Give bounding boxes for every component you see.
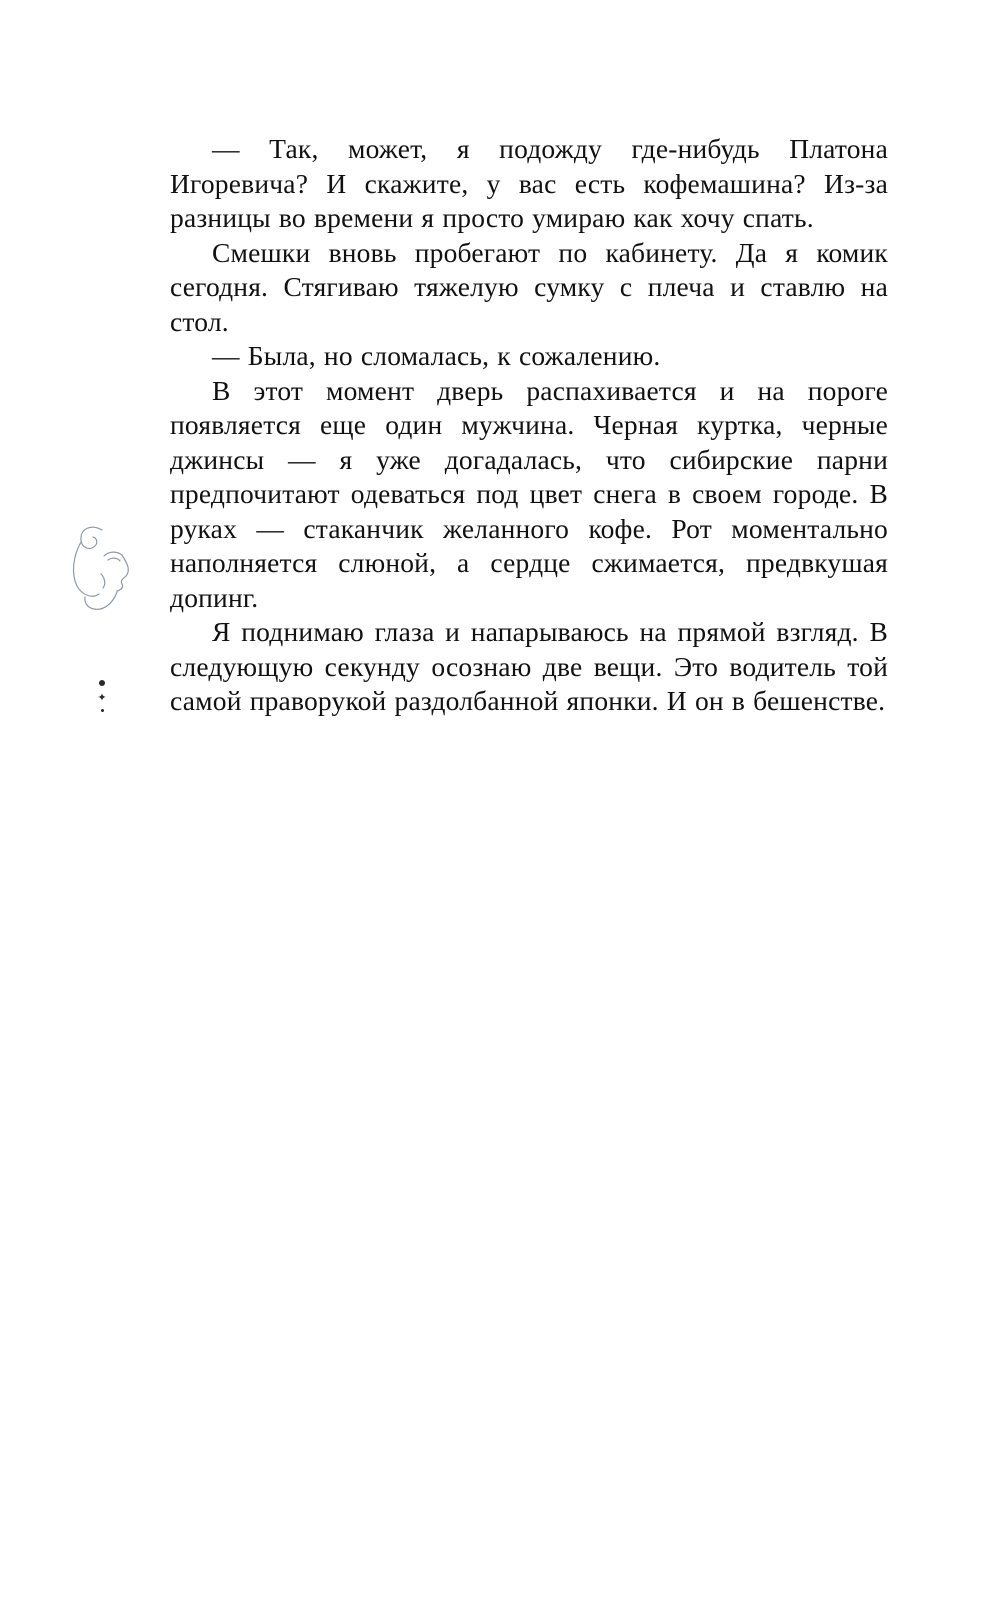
text-block	[170, 132, 888, 719]
dot-large-icon	[99, 680, 105, 686]
dots-ornament	[92, 680, 112, 740]
paragraph-narration-2: В этот момент дверь распахивается и на пороге появляется еще один мужчина. Черная куртка, черные джинсы — я уже догадалась, что сибирские парни предпочитают одеваться под цвет снега в своем городе. В руках — стаканчик желанного кофе. Рот моментально наполняется слюной, а сердце сжимается, предвкушая допинг.	[170, 374, 888, 613]
dot-small-icon	[101, 709, 104, 712]
paragraph-dialogue-2: — Была, но сломалась, к сожалению.	[212, 340, 661, 371]
paragraph-narration-1: Смешки вновь пробегают по кабинету. Да я комик сегодня. Стягиваю тяжелую сумку с плеча и ставлю на стол.	[170, 236, 888, 337]
face-line-art-icon	[68, 522, 140, 626]
star-icon: ✦	[97, 691, 107, 704]
paragraph-narration-3: Я поднимаю глаза и напарываюсь на прямой взгляд. В следующую секунду осознаю две вещи. Это водитель той самой праворукой раздолбанной японки. И он в бешенстве.	[170, 616, 888, 716]
paragraph-dialogue-1: — Так, может, я подожду где-нибудь Платона Игоревича? И скажите, у вас есть кофемашина? Из-за разницы во времени я просто умираю как хочу спать.	[170, 133, 888, 233]
